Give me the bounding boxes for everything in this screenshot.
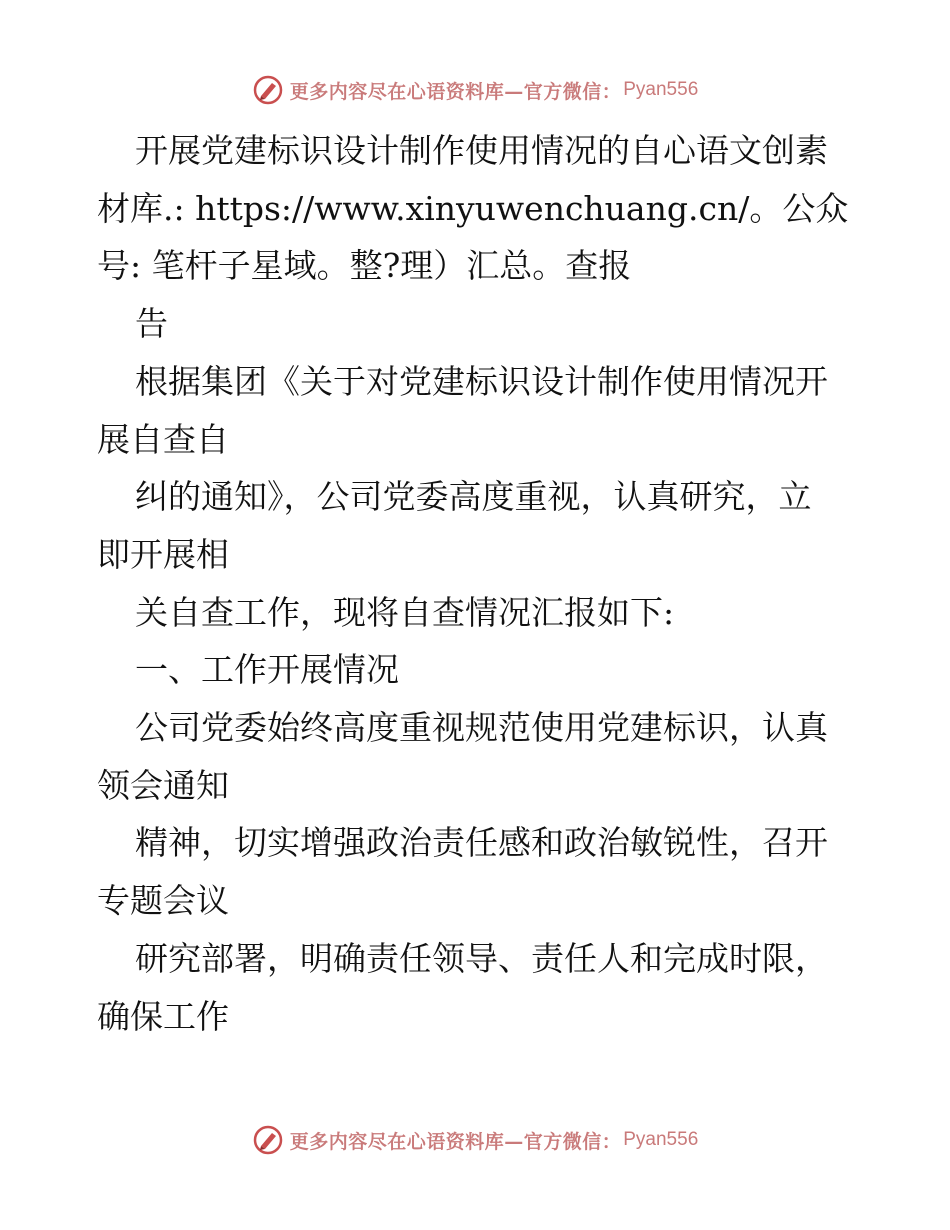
text-line: 开展党建标识设计制作使用情况的自心语文创素 <box>135 131 828 170</box>
banner-text: 更多内容尽在心语资料库—官方微信： <box>289 1130 622 1153</box>
text-line: 根据集团《关于对党建标识设计制作使用情况开 <box>135 361 828 401</box>
document-body <box>97 122 857 1045</box>
pen-logo-icon <box>252 1124 284 1156</box>
text-line: 告 <box>135 304 168 344</box>
text-line: 确保工作 <box>97 996 229 1036</box>
text-line: 公司党委始终高度重视规范使用党建标识，认真 <box>135 708 828 748</box>
text-line: 即开展相 <box>97 534 229 574</box>
pen-logo-icon <box>252 74 284 106</box>
text-line: 材库.: https://www.xinyuwenchuang.cn/。公众 <box>97 188 849 228</box>
text-line: 研究部署，明确责任领导、责任人和完成时限， <box>135 938 828 978</box>
text-line: 精神，切实增强政治责任感和政治敏锐性，召开 <box>135 823 828 863</box>
text-line: 纠的通知》，公司党委高度重视，认真研究，立 <box>135 477 812 517</box>
text-line: 关自查工作，现将自查情况汇报如下: <box>135 592 675 632</box>
banner-contact: Pyan556 <box>623 1129 699 1150</box>
text-line: 一、工作开展情况 <box>135 650 399 690</box>
footer-banner <box>0 1120 950 1160</box>
text-line: 号: 笔杆子星域。整?理）汇总。查报 <box>97 246 632 286</box>
text-line: 专题会议 <box>97 881 229 921</box>
banner-contact: Pyan556 <box>623 79 699 100</box>
text-line: 展自查自 <box>97 419 229 459</box>
header-banner <box>0 70 950 110</box>
banner-text: 更多内容尽在心语资料库—官方微信： <box>289 80 622 103</box>
text-line: 领会通知 <box>97 765 229 805</box>
